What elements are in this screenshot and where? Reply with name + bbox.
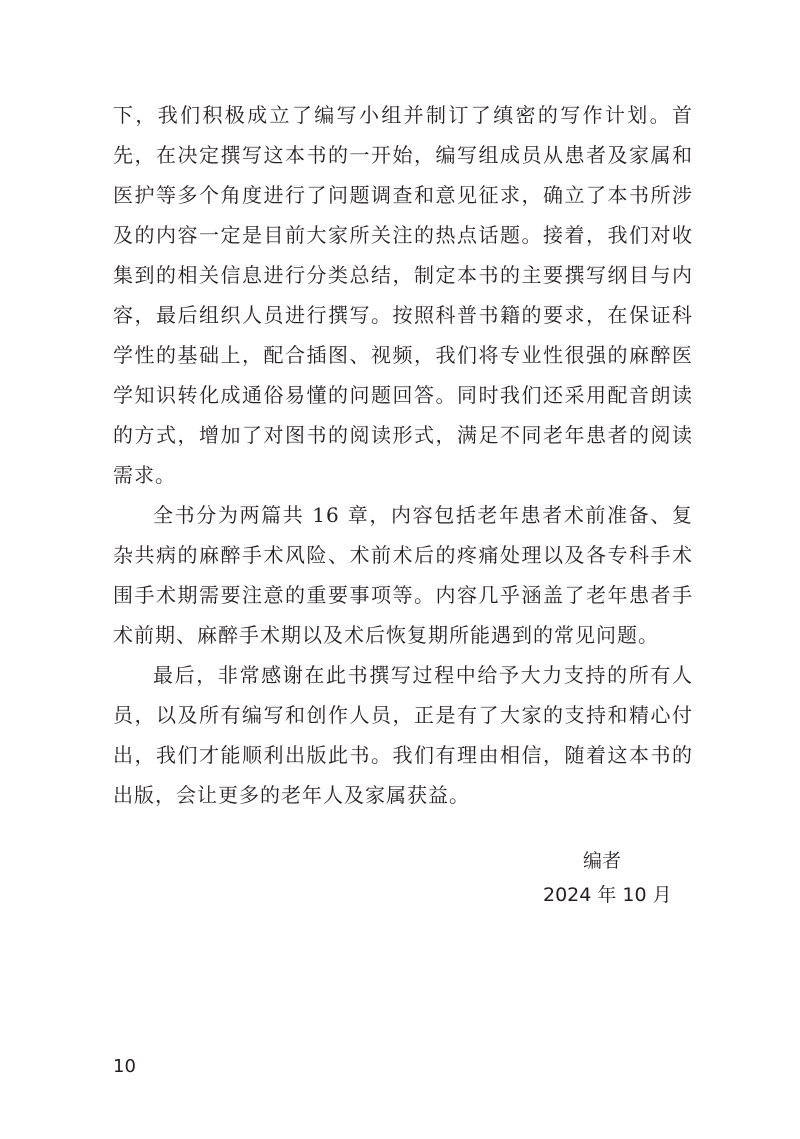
paragraph-continued: 下，我们积极成立了编写小组并制订了缜密的写作计划。首先，在决定撰写这本书的一开始，编写组成员从患者及家属和医护等多个角度进行了问题调查和意见征求，确立了本书所涉及的内容一定是目前大家所关注的热点话题。接着，我们对收集到的相关信息进行分类总结，制定本书的主要撰写纲目与内容，最后组织人员进行撰写。按照科普书籍的要求，在保证科学性的基础上，配合插图、视频，我们将专业性很强的麻醉医学知识转化成通俗易懂的问题回答。同时我们还采用配音朗读的方式，增加了对图书的阅读形式，满足不同老年患者的阅读需求。 (113, 103, 693, 487)
paragraph-acknowledgements: 最后，非常感谢在此书撰写过程中给予大力支持的所有人员，以及所有编写和创作人员，正是有了大家的支持和精心付出，我们才能顺利出版此书。我们有理由相信，随着这本书的出版，会让更多的老年人及家属获益。 (113, 663, 693, 807)
preface-body (113, 95, 693, 815)
page-number: 10 (113, 1056, 136, 1077)
author-signature: 编者 (583, 850, 622, 872)
signature-date: 2024 年 10 月 (543, 884, 672, 906)
paragraph-contents-overview: 全书分为两篇共 16 章，内容包括老年患者术前准备、复杂共病的麻醉手术风险、术前术后的疼痛处理以及各专科手术围手术期需要注意的重要事项等。内容几乎涵盖了老年患者手术前期、麻醉手术期以及术后恢复期所能遇到的常见问题。 (113, 503, 693, 647)
